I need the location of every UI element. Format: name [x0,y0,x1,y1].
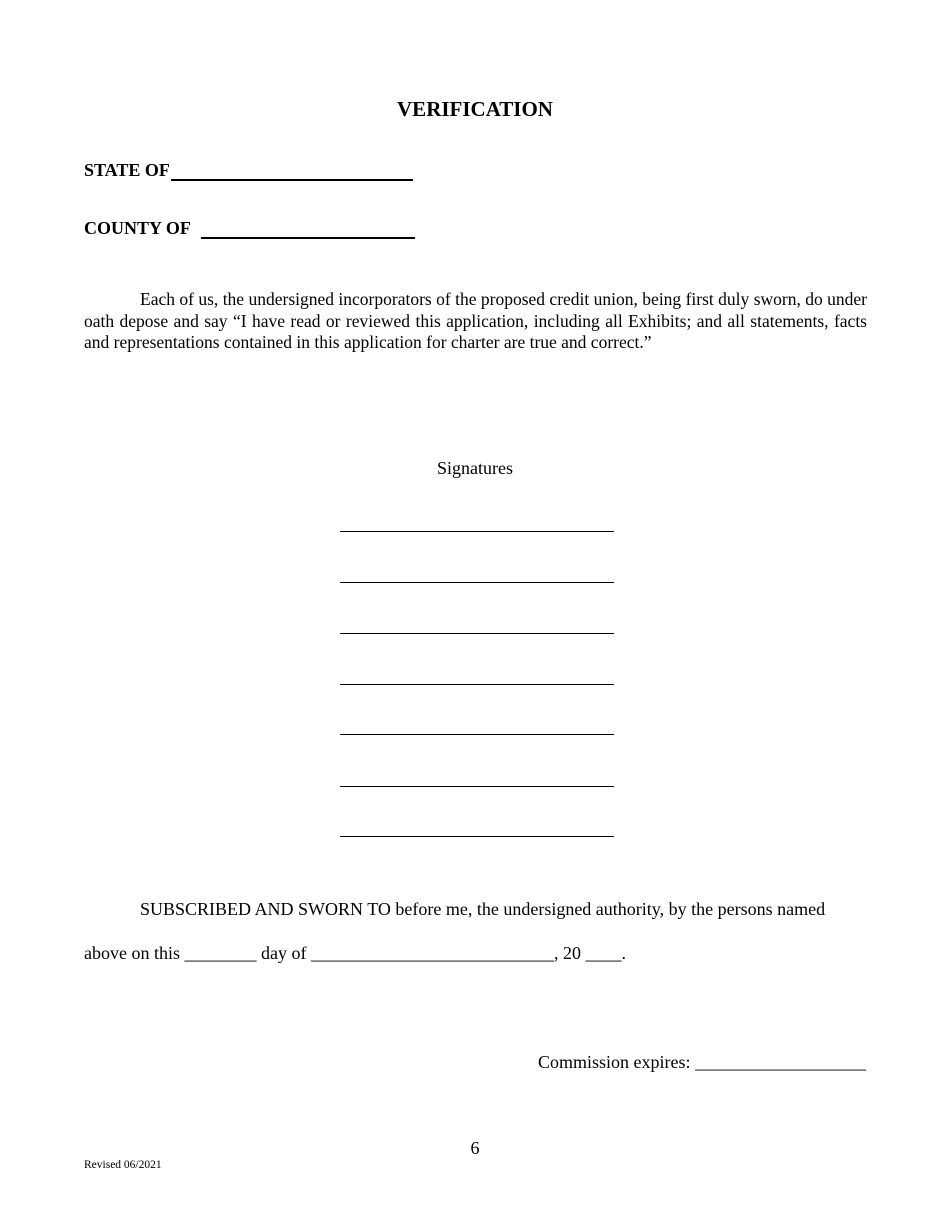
signature-line[interactable] [340,633,614,634]
signature-line[interactable] [340,582,614,583]
signature-line[interactable] [340,531,614,532]
oath-paragraph: Each of us, the undersigned incorporators of the proposed credit union, being first duly sworn, do under oath depose and say “I have read or reviewed this application, including all Exhibits; and all statements, facts and representations contained in this application for charter are true and correct.” [84,289,867,352]
commission-expires: Commission expires: ___________________ [538,1052,866,1072]
revised-date: Revised 06/2021 [84,1159,162,1171]
page-title: VERIFICATION [397,97,553,121]
signature-line[interactable] [340,836,614,837]
state-label: STATE OF [84,160,170,180]
sworn-statement-line-1: SUBSCRIBED AND SWORN TO before me, the undersigned authority, by the persons named [140,899,826,919]
county-field [84,218,415,239]
state-field [84,160,413,181]
signature-line[interactable] [340,734,614,735]
county-blank-line[interactable] [201,219,415,239]
signatures-heading: Signatures [437,458,513,478]
county-label: COUNTY OF [84,218,191,238]
sworn-statement-line-2: above on this ________ day of ___________________________, 20 ____. [84,943,626,963]
page-number: 6 [470,1138,480,1158]
signature-line[interactable] [340,786,614,787]
state-blank-line[interactable] [171,161,413,181]
signature-line[interactable] [340,684,614,685]
